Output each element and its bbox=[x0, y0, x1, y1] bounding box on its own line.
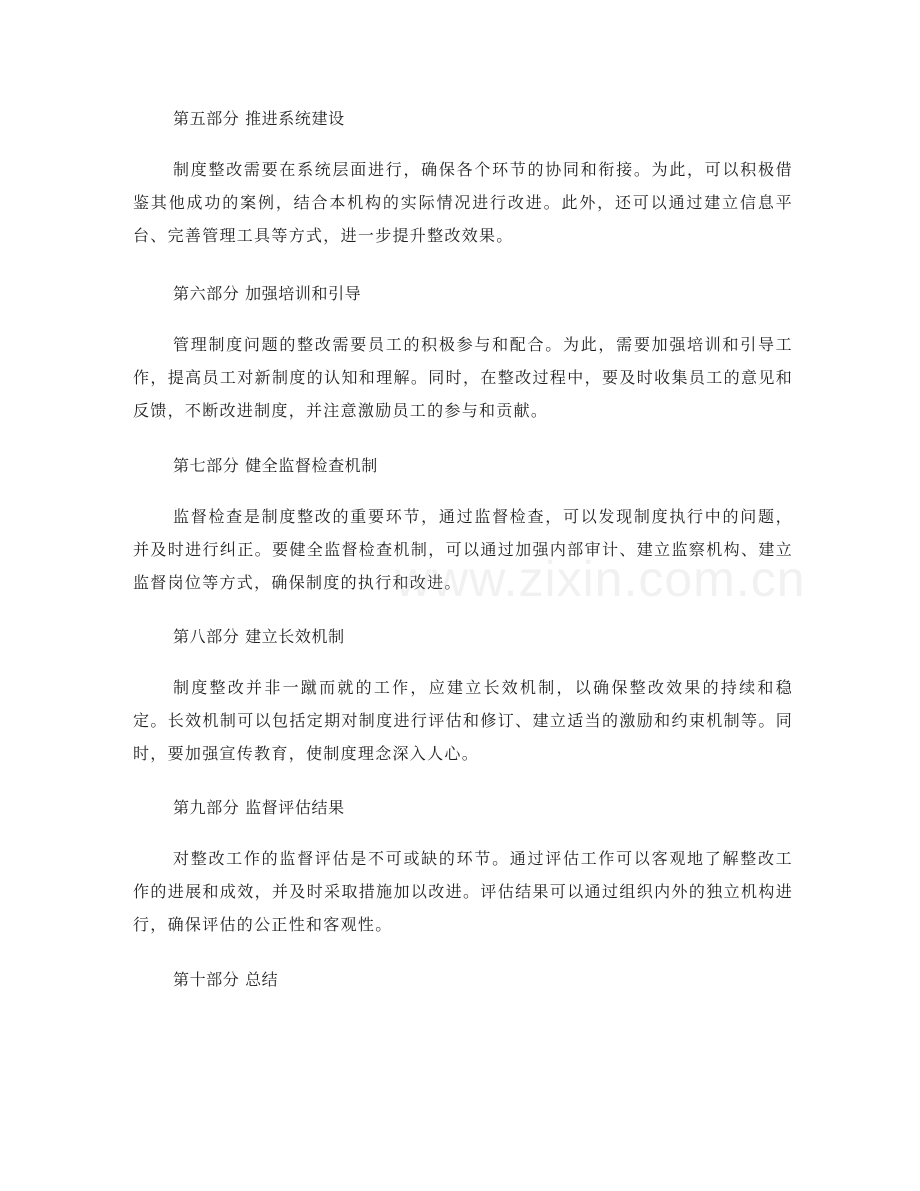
section-heading: 第九部分 监督评估结果 bbox=[173, 798, 345, 817]
watermark-text: www.zixin.com.cn bbox=[395, 551, 806, 607]
section-heading: 第八部分 建立长效机制 bbox=[173, 627, 345, 646]
section-paragraph: 制度整改需要在系统层面进行，确保各个环节的协同和衔接。为此，可以积极借鉴其他成功的案例，结合本机构的实际情况进行改进。此外，还可以通过建立信息平台、完善管理工具等方式，进一步提升整改效果。 bbox=[133, 160, 793, 245]
section-heading: 第十部分 总结 bbox=[173, 970, 279, 989]
section-9 bbox=[133, 797, 793, 941]
section-heading: 第五部分 推进系统建设 bbox=[173, 109, 345, 128]
section-8 bbox=[133, 626, 793, 770]
section-paragraph: 管理制度问题的整改需要员工的积极参与和配合。为此，需要加强培训和引导工作，提高员工对新制度的认知和理解。同时，在整改过程中，要及时收集员工的意见和反馈，不断改进制度，并注意激励员工的参与和贡献。 bbox=[133, 335, 793, 420]
section-heading: 第七部分 健全监督检查机制 bbox=[173, 456, 378, 475]
section-10 bbox=[133, 969, 793, 991]
section-6 bbox=[133, 283, 793, 427]
section-paragraph: 对整改工作的监督评估是不可或缺的环节。通过评估工作可以客观地了解整改工作的进展和成效，并及时采取措施加以改进。评估结果可以通过组织内外的独立机构进行，确保评估的公正性和客观性。 bbox=[133, 849, 793, 934]
section-paragraph: 监督检查是制度整改的重要环节，通过监督检查，可以发现制度执行中的问题，并及时进行纠正。要健全监督检查机制，可以通过加强内部审计、建立监察机构、建立监督岗位等方式，确保制度的执行和改进。 bbox=[133, 507, 793, 592]
section-heading: 第六部分 加强培训和引导 bbox=[173, 284, 362, 303]
section-5 bbox=[133, 108, 793, 252]
section-paragraph: 制度整改并非一蹴而就的工作，应建立长效机制，以确保整改效果的持续和稳定。长效机制可以包括定期对制度进行评估和修订、建立适当的激励和约束机制等。同时，要加强宣传教育，使制度理念深入人心。 bbox=[133, 678, 793, 763]
